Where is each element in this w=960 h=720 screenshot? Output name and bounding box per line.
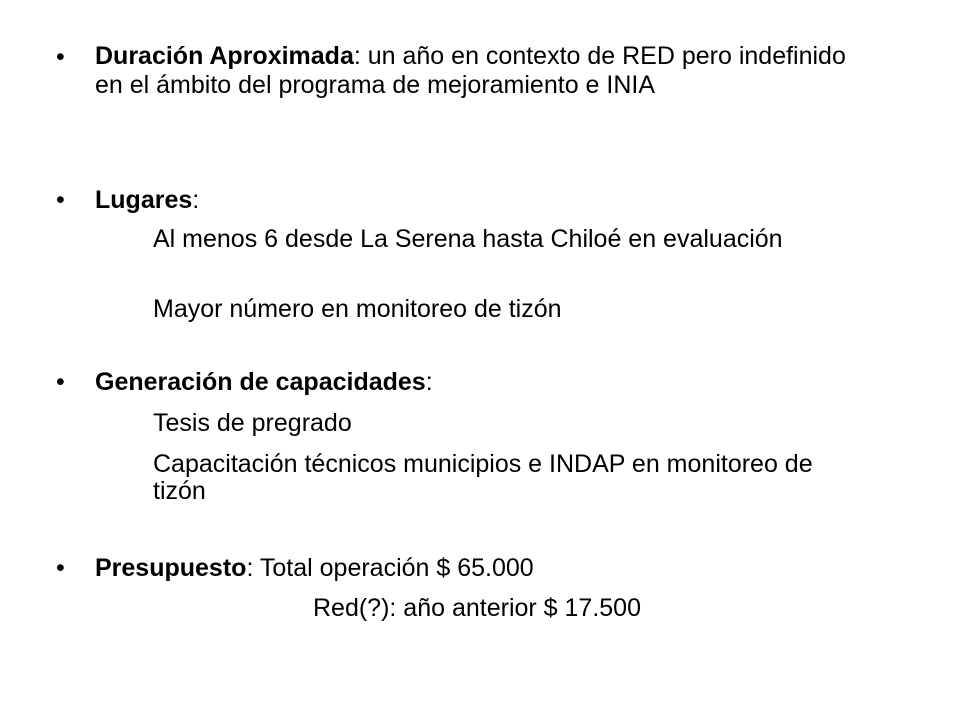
bullet-text-lugares	[95, 185, 855, 215]
sub-item-lugares-1: Al menos 6 desde La Serena hasta Chiloé en evaluación	[153, 225, 783, 253]
bullet-text-presupuesto	[95, 553, 855, 583]
sub-item-lugares-2: Mayor número en monitoreo de tizón	[153, 295, 562, 323]
bullet-label-duracion: Duración Aproximada	[95, 42, 354, 70]
bullet-marker: •	[56, 43, 65, 71]
bullet-body-presupuesto: : Total operación $ 65.000	[246, 554, 534, 582]
bullet-label-lugares: Lugares	[95, 186, 193, 214]
bullet-marker: •	[56, 368, 65, 396]
sub-item-capacidades-1: Tesis de pregrado	[153, 409, 352, 437]
bullet-label-capacidades: Generación de capacidades	[95, 368, 426, 396]
bullet-marker: •	[56, 186, 65, 214]
bullet-text-capacidades	[95, 367, 855, 397]
bullet-label-presupuesto: Presupuesto	[95, 554, 247, 582]
bullet-body-lugares: :	[192, 186, 200, 214]
bullet-text-duracion	[95, 42, 855, 100]
bullet-body-capacidades: :	[425, 368, 433, 396]
bullet-marker: •	[56, 554, 65, 582]
bullet-body-duracion: : un año en contexto de RED pero indefinido en el ámbito del programa de mejoramiento e INIA	[95, 42, 846, 99]
budget-red-line: Red(?): año anterior $ 17.500	[313, 594, 641, 622]
sub-item-capacidades-2: Capacitación técnicos municipios e INDAP en monitoreo de tizón	[153, 450, 813, 505]
